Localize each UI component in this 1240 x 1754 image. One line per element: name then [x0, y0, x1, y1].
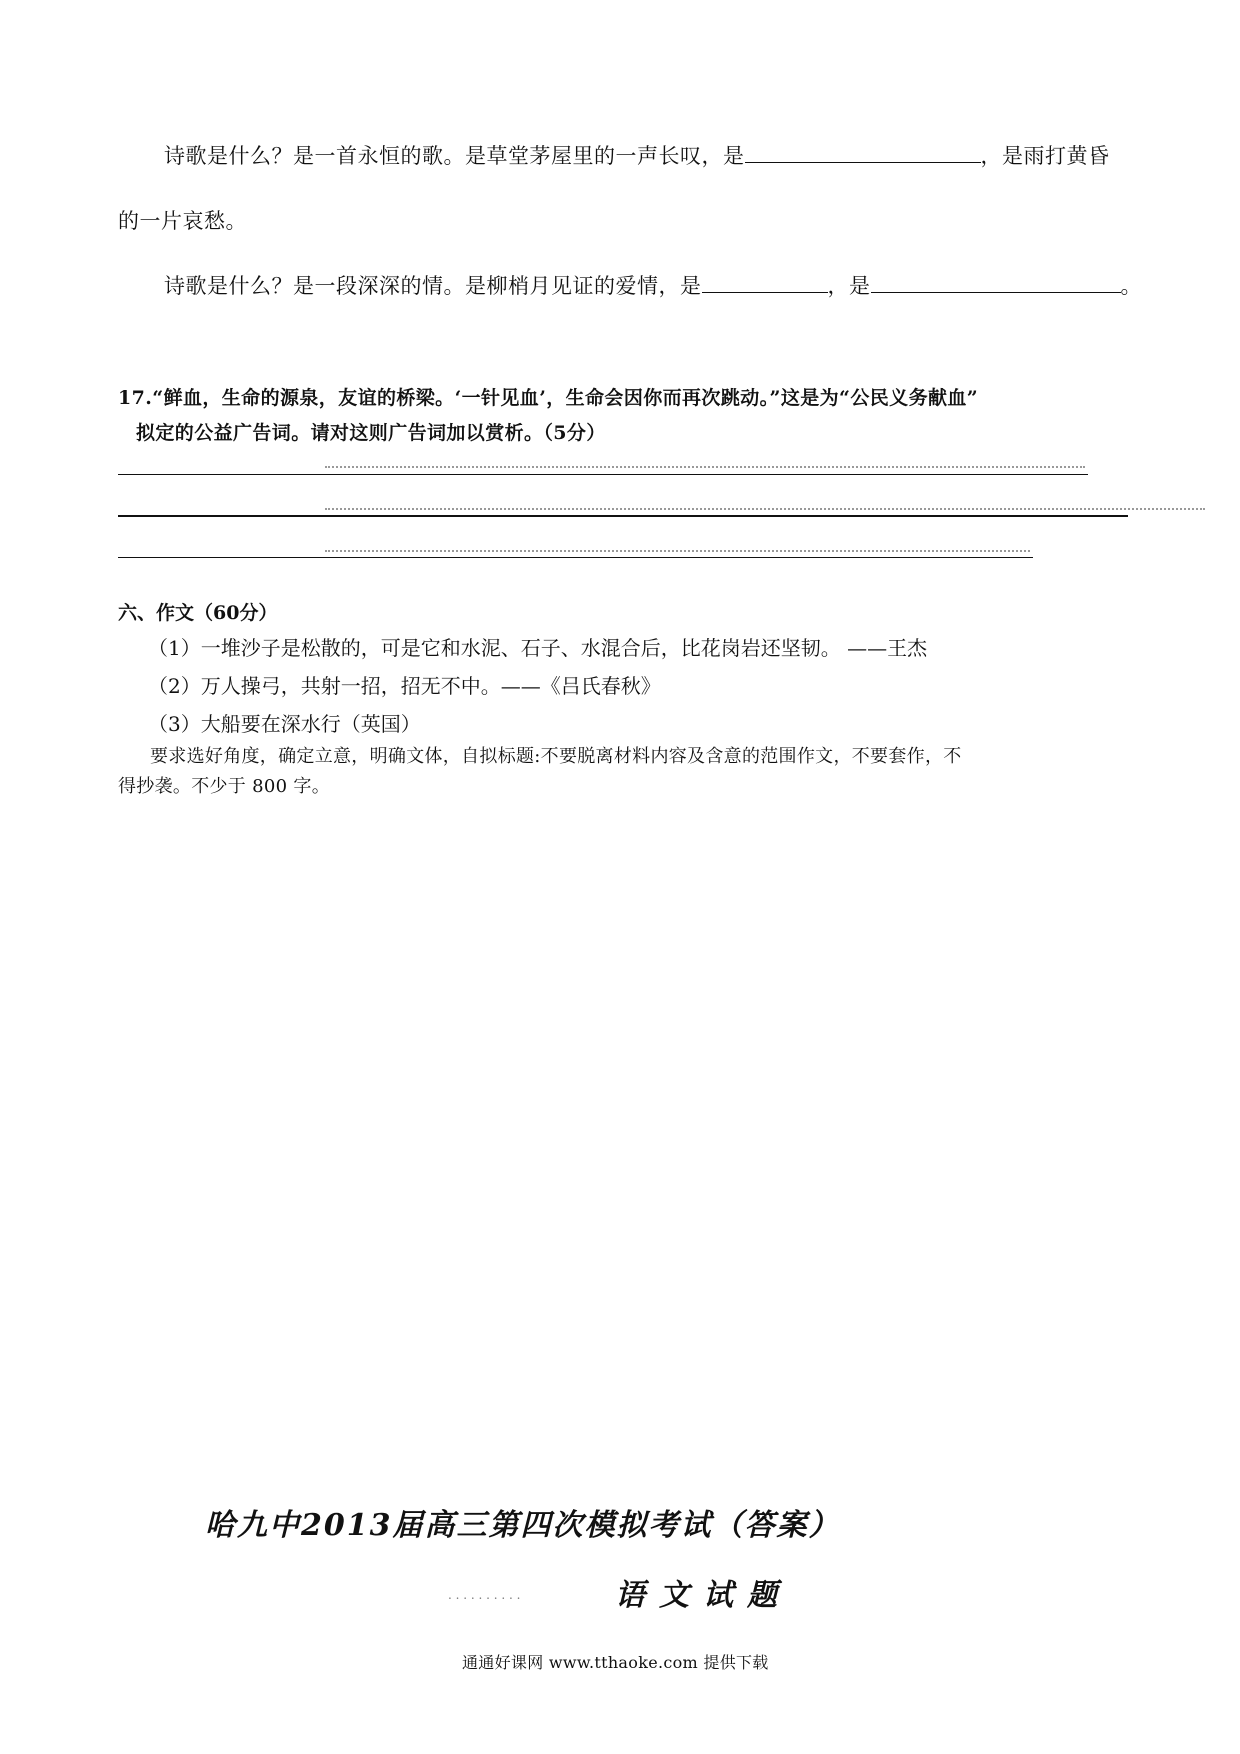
answer-line-3[interactable]	[118, 557, 1033, 558]
essay-heading: 六、作文（60分）	[118, 602, 278, 624]
poem-blank-3[interactable]	[871, 272, 1121, 293]
poem-blank-2[interactable]	[702, 272, 828, 293]
answer-line-3-dots	[325, 550, 1030, 552]
poem-line-1-text: 诗歌是什么？是一首永恒的歌。是草堂茅屋里的一声长叹，是	[164, 144, 745, 168]
poem-line-1-tail: ，是雨打黄昏	[980, 144, 1110, 168]
poem-line-1	[164, 140, 1110, 170]
answer-line-1-dots	[325, 466, 1085, 468]
poem-line-1-continued	[118, 205, 247, 235]
essay-requirement-line-1: 要求选好角度，确定立意，明确文体，自拟标题:不要脱离材料内容及含意的范围作文，不要套作，不	[150, 746, 962, 767]
poem-blank-1[interactable]	[745, 142, 981, 163]
answer-line-2[interactable]	[118, 515, 1128, 517]
answer-header-title: 哈九中2013届高三第四次模拟考试（答案）	[205, 1508, 841, 1543]
essay-requirement-line-2: 得抄袭。不少于 800 字。	[118, 776, 330, 797]
poem-line-2	[164, 270, 1142, 300]
answer-header-subtitle: 语文试题	[615, 1578, 791, 1613]
poem-line-2-text: 诗歌是什么？是一段深深的情。是柳梢月见证的爱情，是	[164, 274, 702, 298]
footer-download-note: 通通好课网 www.tthaoke.com 提供下载	[462, 1653, 769, 1672]
essay-item-1: （1）一堆沙子是松散的，可是它和水泥、石子、水混合后，比花岗岩还坚韧。 ——王杰	[148, 636, 928, 660]
question-17-line-2: 拟定的公益广告词。请对这则广告词加以赏析。（5分）	[136, 422, 606, 444]
subtitle-leader-dots: . . . . . . . . . .	[448, 1588, 521, 1602]
answer-line-2-dots	[325, 508, 1205, 510]
question-17-line-1: 17.“鲜血，生命的源泉，友谊的桥梁。‘一针见血’，生命会因你而再次跳动。”这是为“公民义务献血”	[118, 387, 979, 409]
poem-line-1-end: 的一片哀愁。	[118, 209, 247, 233]
poem-line-2-end: 。	[1120, 274, 1142, 298]
poem-line-2-mid: ，是	[827, 274, 871, 298]
essay-item-3: （3）大船要在深水行（英国）	[148, 712, 421, 736]
answer-line-1[interactable]	[118, 474, 1088, 475]
essay-item-2: （2）万人操弓，共射一招，招无不中。——《吕氏春秋》	[148, 674, 661, 698]
